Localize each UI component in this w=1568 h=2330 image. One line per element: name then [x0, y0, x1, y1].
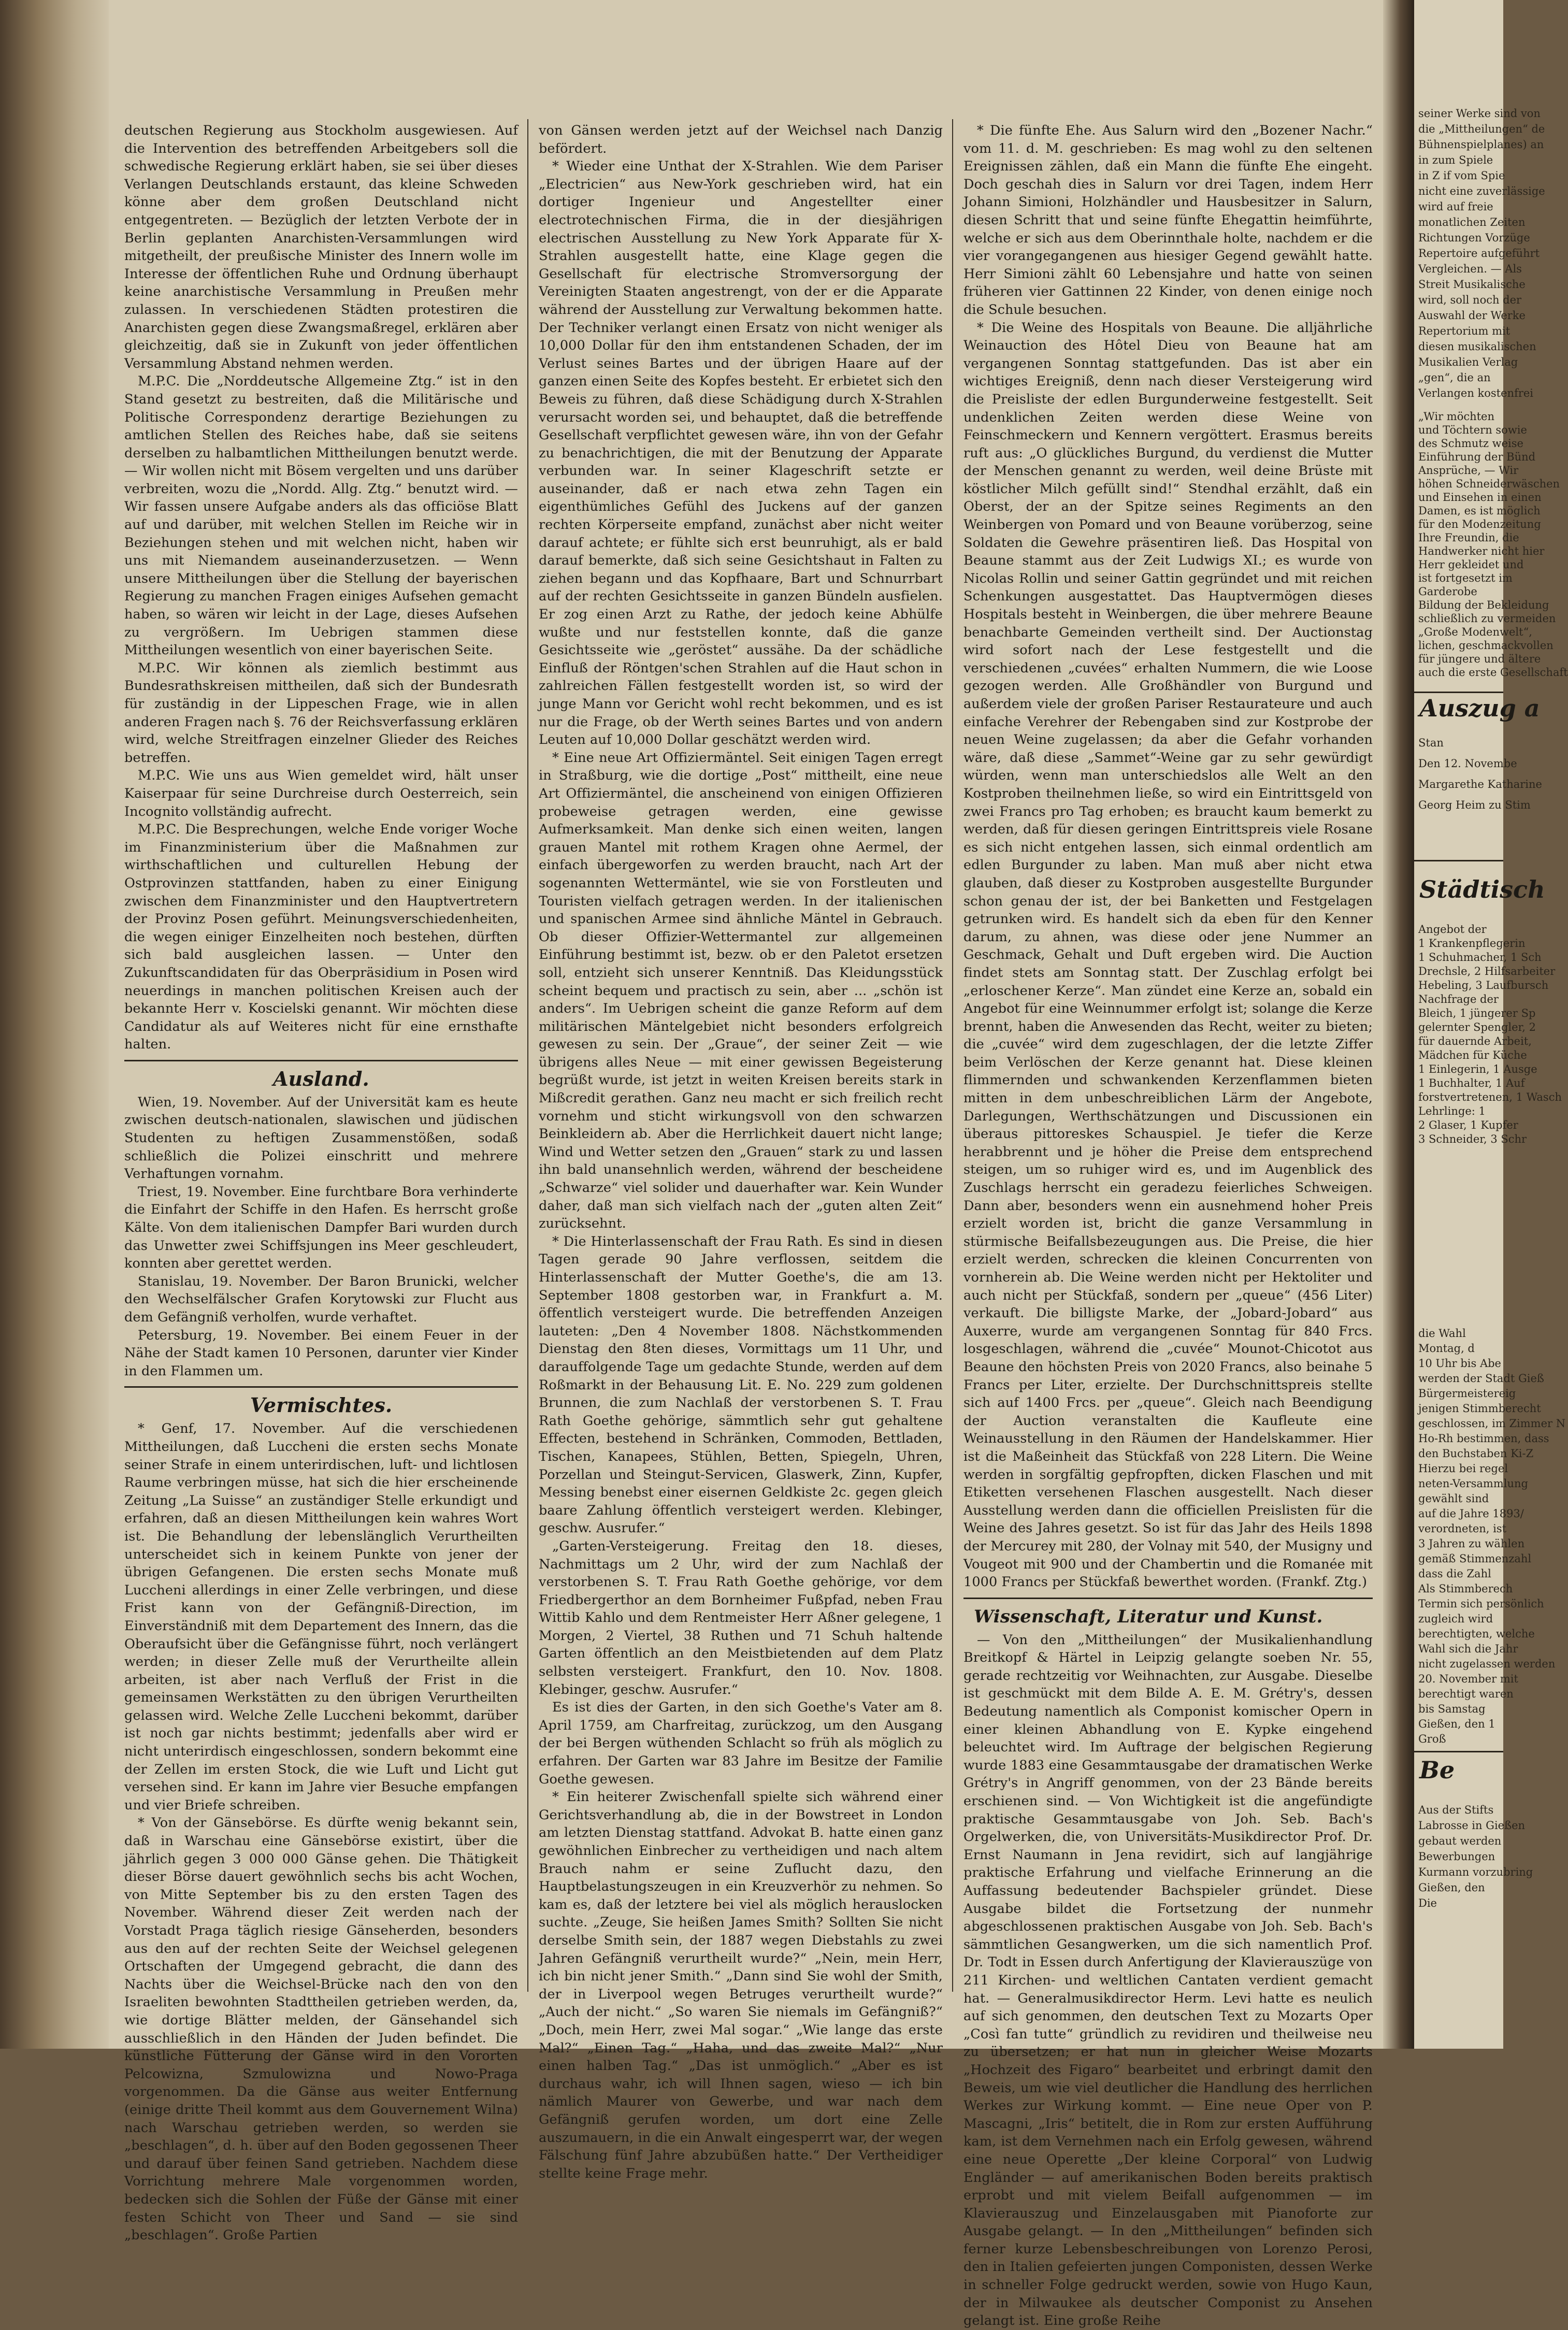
strip-line: Richtungen Vorzüge [1418, 232, 1530, 244]
strip-line: die Wahl [1418, 1327, 1466, 1340]
strip-line: Garderobe [1418, 585, 1477, 598]
news-item: Wien, 19. November. Auf der Universität kam es heute zwischen deutsch-nationalen, slawischen und jüdischen Studenten zu heftigen Zusammenstößen, sodaß schließlich die Polizei einschritt und mehrere Verhaftungen vornahm. [124, 1094, 518, 1182]
strip-line: geschlossen, im Zimmer N [1418, 1417, 1566, 1430]
strip-line: Einführung der Bünd [1418, 451, 1536, 463]
strip-line: Repertorium mit [1418, 325, 1511, 337]
column-rule-1 [527, 119, 528, 1992]
strip-line: ist fortgesetzt im [1418, 572, 1513, 584]
column-1 [124, 122, 518, 2243]
column-3 [963, 122, 1373, 2329]
article-paragraph: — Von den „Mittheilungen“ der Musikalienhandlung Breitkopf & Härtel in Leipzig gelangte soeben Nr. 55, gerade rechtzeitig vor Weihnachten, zur Ausgabe. Dieselbe ist geschmückt mit dem Bilde A. E. M. Grétry's, dessen Bedeutung namentlich als Componist komischer Opern in einer kleinen Abhandlung von E. Kypke eingehend beleuchtet wird. Im Auftrage der belgischen Regierung wurde 1883 eine Gesammtausgabe der dramatischen Werke Grétry's in Angriff genommen, von der 23 Bände bereits erschienen sind. — Von Wichtigkeit ist die angefündigte praktische Gesammtausgabe von Joh. Seb. Bach's Orgelwerken, die, von Universitäts-Musikdirector Prof. Dr. Ernst Naumann in Jena revidirt, sich auf langjährige praktische Erfahrung und vielfache Erinnerung an die Auffassung bedeutender Bachspieler gründet. Diese Ausgabe bildet die Fortsetzung der nunmehr abgeschlossenen praktischen Ausgabe von Joh. Seb. Bach's sämmtlichen Gesangwerken, um die sich namentlich Prof. Dr. Todt in Essen durch Anfertigung der Klavierauszüge von 211 Kirchen- und weltlichen Cantaten verdient gemacht hat. — Generalmusikdirector Herm. Levi hatte es neulich auf sich genommen, den deutschen Text zu Mozarts Oper „Così fan tutte“ gründlich zu revidiren und theilweise neu zu übersetzen; er hat nun in gleicher Weise Mozarts „Hochzeit des Figaro“ bearbeitet und erbringt damit den Beweis, um wie viel deutlicher die Handlung des herrlichen Werkes zur Wirkung kommt. — Eine neue Oper von P. Mascagni, „Iris“ betitelt, die in Rom zur ersten Aufführung kam, ist dem Vernehmen nach ein Erfolg gewesen, während eine neue Operette „Der kleine Corporal“ von Ludwig Engländer — auf amerikanischen Boden bereits praktisch erprobt und mit vielem Beifall aufgenommen — im Klavierauszug und Einzelausgaben mit Pianoforte zur Ausgabe gelangt. — In den „Mittheilungen“ befinden sich ferner kurze Lebensbeschreibungen von Lorenzo Perosi, den in Italien gefeierten jungen Componisten, dessen Werke in schneller Folge gedruckt werden, sowie von Hugo Kaun, der in Milwaukee als deutscher Componist zu Ansehen gelangt ist. Eine große Reihe [963, 1632, 1373, 2329]
strip-heading-staedtisch: Städtisch [1419, 875, 1545, 903]
article-paragraph: M.P.C. Die „Norddeutsche Allgemeine Ztg.“ ist in den Stand gesetzt zu bestreiten, daß die Militärische und Politische Correspondenz derartige Beziehungen zu amtlichen Stellen des Reiches habe, daß sie seitens derselben zu halbamtlichen Mittheilungen benutzt werde. — Wir wollen nicht mit Bösem vergelten und uns darüber verbreiten, wozu die „Nordd. Allg. Ztg.“ benutzt wird. — Wir fassen unsere Aufgabe anders als das officiöse Blatt auf und darüber, mit welchen Stellen im Reiche wir in Beziehungen stehen und mit welchen nicht, haben wir uns mit Niemandem auseinanderzusetzen. — Wenn unsere Mittheilungen über die Stellung der bayerischen Regierung zu manchen Fragen einiges Aufsehen gemacht haben, so wären wir leicht in der Lage, dieses Aufsehen zu vergrößern. Im Uebrigen stammen diese Mittheilungen wesentlich von einer bayerischen Seite. [124, 373, 518, 658]
strip-line: Herr gekleidet und [1418, 558, 1524, 571]
strip-line: 3 Jahren zu wählen [1418, 1537, 1525, 1550]
section-heading-wissenschaft: Wissenschaft, Literatur und Kunst. [963, 1598, 1373, 1631]
strip-line: und Einsehen in einen [1418, 491, 1542, 504]
strip-line: Mädchen für Küche [1418, 1049, 1527, 1061]
column-2 [539, 122, 943, 2181]
strip-line: diesen musikalischen [1418, 340, 1536, 353]
strip-line: Groß [1418, 1733, 1446, 1745]
strip-line: höhen Schneiderwäschen [1418, 478, 1560, 490]
strip-line: Margarethe Katharine [1418, 778, 1542, 790]
strip-line: Damen, es ist möglich [1418, 505, 1541, 517]
strip-line: Wahl sich die Jahr [1418, 1643, 1518, 1655]
page-edge-shadow [0, 0, 109, 2049]
strip-line: „Wir möchten [1418, 410, 1495, 423]
strip-line: nicht zugelassen werden [1418, 1658, 1556, 1670]
strip-line: schließlich zu vermeiden [1418, 612, 1556, 625]
strip-line: 2 Glaser, 1 Kupfer [1418, 1119, 1518, 1131]
strip-line: lichen, geschmackvollen [1418, 639, 1553, 652]
strip-line: seiner Werke sind von [1418, 107, 1541, 120]
strip-line: Als Stimmberech [1418, 1583, 1513, 1595]
strip-line: für dauernde Arbeit, [1418, 1035, 1532, 1047]
strip-line: verordneten, ist [1418, 1522, 1507, 1535]
strip-line: Bürgermeistereig [1418, 1387, 1516, 1400]
strip-line: Hebeling, 3 Laufbursch [1418, 979, 1549, 991]
news-item: Triest, 19. November. Eine furchtbare Bora verhinderte die Einfahrt der Schiffe in den Hafen. Es herrscht große Kälte. Von dem italienischen Dampfer Bari wurden durch das Unwetter zwei Schiffsjungen ins Meer geschleudert, konnten aber gerettet werden. [124, 1184, 518, 1272]
strip-line: berechtigten, welche [1418, 1628, 1535, 1640]
strip-line: Auswahl der Werke [1418, 309, 1526, 322]
strip-line: 10 Uhr bis Abe [1418, 1357, 1501, 1370]
strip-line: Bühnenspielplanes) an [1418, 138, 1544, 151]
strip-line: Gießen, den 1 [1418, 1718, 1495, 1730]
strip-line: Bildung der Bekleidung [1418, 599, 1549, 611]
strip-line: wird auf freie [1418, 200, 1493, 213]
strip-line: Montag, d [1418, 1342, 1475, 1355]
strip-line: des Schmutz weise [1418, 437, 1523, 450]
binding-gutter [1383, 0, 1414, 2049]
strip-heading-auszug: Auszug a [1419, 694, 1540, 722]
article-paragraph: deutschen Regierung aus Stockholm ausgewiesen. Auf die Intervention des betreffenden Arbeitgebers soll die schwedische Regierung erklärt haben, sie sei über dieses Verlangen Deutschlands erstaunt, das kleine Schweden könne aber dem großen Deutschland nicht entgegentreten. — Bezüglich der letzten Verbote der in Berlin geplanten Anarchisten-Versammlungen wird mitgetheilt, der preußische Minister des Innern wolle im Interesse der öffentlichen Ruhe und Ordnung überhaupt keine anarchistische Versammlung in Preußen mehr zulassen. In verschiedenen Städten protestiren die Anarchisten gegen diese Zwangsmaßregel, erklären aber gleichzeitig, daß sie in Zukunft von jeder öffentlichen Versammlung Abstand nehmen werden. [124, 123, 518, 371]
news-item: Stanislau, 19. November. Der Baron Brunicki, welcher den Wechselfälscher Grafen Korytowski zur Flucht aus dem Gefängniß verholfen, wurde verhaftet. [124, 1273, 518, 1325]
strip-line: gebaut werden [1418, 1835, 1502, 1847]
column-rule-2 [952, 119, 953, 1992]
facing-page-strip [1414, 0, 1568, 2049]
strip-rule [1414, 860, 1503, 861]
strip-line: in Z if vom Spie [1418, 169, 1505, 182]
strip-line: Repertoire aufgeführt [1418, 247, 1540, 260]
article-paragraph: * Ein heiterer Zwischenfall spielte sich während einer Gerichtsverhandlung ab, die in der Bowstreet in London am letzten Dienstag stattfand. Advokat B. hatte einen ganz gewöhnlichen Einbrecher zu vertheidigen und nach altem Brauch nahm er seine Zuflucht dazu, den Hauptbelastungszeugen in ein Kreuzverhör zu nehmen. So kam es, daß der letztere bei viel als möglich herauslocken suchte. „Zeuge, Sie heißen James Smith? Sollten Sie nicht derselbe Smith sein, der 1887 wegen Diebstahls zu zwei Jahren Gefängniß verurtheilt wurde?“ „Nein, mein Herr, ich bin nicht jener Smith.“ „Dann sind Sie wohl der Smith, der in Liverpool wegen Betruges verurtheilt wurde?“ „Auch der nicht.“ „So waren Sie niemals im Gefängniß?“ „Doch, mein Herr, zwei Mal sogar.“ „Wie lange das erste Mal?“ „Einen Tag.“ „Haha, und das zweite Mal?“ „Nur einen halben Tag.“ „Das ist unmöglich.“ „Aber es ist durchaus wahr, ich will Ihnen sagen, wieso — ich bin nämlich Maurer von Gewerbe, und war nach dem Gefängniß gerufen worden, um dort eine Zelle auszumauern, in die ein Anwalt eingesperrt war, der wegen Fälschung fünf Jahre abzubüßen hatte.“ Der Vertheidiger stellte keine Frage mehr. [539, 1789, 943, 2181]
strip-line: jenigen Stimmberecht [1418, 1402, 1541, 1415]
strip-line: zugleich wird [1418, 1613, 1493, 1625]
article-paragraph: M.P.C. Wie uns aus Wien gemeldet wird, hält unser Kaiserpaar für seine Durchreise durch Oesterreich, sein Incognito vollständig aufrecht. [124, 768, 518, 819]
strip-line: 1 Schuhmacher, 1 Sch [1418, 951, 1542, 963]
strip-line: Aus der Stifts [1418, 1804, 1494, 1816]
strip-line: Lehrlinge: 1 [1418, 1105, 1486, 1117]
strip-line: Stan [1418, 737, 1444, 749]
strip-line: Bleich, 1 jüngerer Sp [1418, 1007, 1536, 1019]
article-paragraph: * Die fünfte Ehe. Aus Salurn wird den „Bozener Nachr.“ vom 11. d. M. geschrieben: Es mag wohl zu den seltenen Ereignissen zählen, daß ein Mann die fünfte Ehe eingeht. Doch geschah dies in Salurn vor drei Tagen, indem Herr Johann Simioni, Holzhändler und Hausbesitzer in Salurn, diesen Schritt that und seine fünfte Ehegattin heimführte, welche er sich aus dem Oberinnthale holte, nachdem er die vier vorangegangenen aus hiesiger Gegend gewählt hatte. Herr Simioni zählt 60 Lebensjahre und hatte von seinen früheren vier Gattinnen 22 Kinder, von denen einige noch die Schule besuchen. [963, 123, 1373, 318]
article-paragraph: von Gänsen werden jetzt auf der Weichsel nach Danzig befördert. [539, 123, 943, 156]
strip-line: „Große Modenwelt“, [1418, 626, 1532, 638]
strip-line: bis Samstag [1418, 1703, 1486, 1715]
article-paragraph: M.P.C. Die Besprechungen, welche Ende voriger Woche im Finanzministerium über die Maßnahmen zur wirthschaftlichen und culturellen Hebung der Ostprovinzen stattfanden, haben zu einer Einigung zwischen dem Finanzminister und den Hauptvertretern der Provinz Posen geführt. Meinungsverschiedenheiten, die wegen einiger Einzelheiten noch bestehen, dürften sich bald ausgleichen lassen. — Unter den Zukunftscandidaten für das Oberpräsidium in Posen wird neuerdings in manchen politischen Kreisen auch der bekannte Herr v. Koscielski genannt. Wir möchten diese Candidatur als auf Weiteres nicht für eine ernsthafte halten. [124, 822, 518, 1053]
strip-line: Den 12. Novembe [1418, 757, 1517, 770]
strip-line: Musikalien Verlag [1418, 356, 1518, 368]
strip-line: berechtigt waren [1418, 1688, 1514, 1700]
article-paragraph: * Von der Gänsebörse. Es dürfte wenig bekannt sein, daß in Warschau eine Gänsebörse existirt, über die jährlich gegen 3 000 000 Gänse gehen. Die Thätigkeit dieser Börse dauert gewöhnlich sechs bis acht Wochen, von Mitte September bis zu den ersten Tagen des November. Während dieser Zeit werden nach der Vorstadt Praga täglich riesige Gänseherden, besonders aus den auf der rechten Seite der Weichsel gelegenen Ortschaften der Umgegend gebracht, die dann des Nachts über die Weichsel-Brücke nach den von den Israeliten bewohnten Stadttheilen getrieben werden, da, wie dortige Blätter melden, der Gänsehandel sich ausschließlich in den Händen der Juden befindet. Die künstliche Fütterung der Gänse wird in den Vororten Pelcowizna, Szmulowizna und Nowo-Praga vorgenommen. Da die Gänse aus weiter Entfernung (einige dritte Theil kommt aus dem Gouvernement Wilna) nach Warschau getrieben werden, so werden sie „beschlagen“, d. h. über auf den Boden gegossenen Theer und darauf über feinen Sand getrieben. Nachdem diese Vorrichtung mehrere Male vorgenommen worden, bedecken sich die Sohlen der Füße der Gänse mit einer festen Schicht von Theer und Sand — sie sind „beschlagen“. Große Partien [124, 1815, 518, 2243]
strip-line: Kurmann vorzubring [1418, 1866, 1533, 1878]
strip-line: Bewerbungen [1418, 1850, 1495, 1863]
section-heading-vermischtes: Vermischtes. [124, 1386, 518, 1420]
strip-line: gelernter Spengler, 2 [1418, 1021, 1536, 1033]
section-heading-ausland: Ausland. [124, 1060, 518, 1094]
strip-line: Ihre Freundin, die [1418, 531, 1519, 544]
strip-line: gemäß Stimmenzahl [1418, 1552, 1532, 1565]
strip-line: Handwerker nicht hier [1418, 545, 1545, 557]
strip-line: dass die Zahl [1418, 1567, 1491, 1580]
strip-line: nicht eine zuverlässige [1418, 185, 1545, 197]
strip-line: 1 Krankenpflegerin [1418, 937, 1526, 950]
article-paragraph: * Die Hinterlassenschaft der Frau Rath. Es sind in diesen Tagen gerade 90 Jahre verflossen, seitdem die Hinterlassenschaft der Mutter Goethe's, die am 13. September 1808 gestorben war, in Frankfurt a. M. öffentlich versteigert wurde. Die betreffenden Anzeigen lauteten: „Den 4 November 1808. Nächstkommenden Dienstag den 8ten dieses, Vormittags um 11 Uhr, und darauffolgende Tage um gedachte Stunde, werden auf dem Roßmarkt in der Behausung Lit. E. No. 229 zum goldenen Brunnen, die zum Nachlaß der verstorbenen S. T. Frau Rath Goethe gehörige, sämmtlich sehr gut gehaltene Effecten, bestehend in Schränken, Commoden, Bettladen, Tischen, Kanapees, Stühlen, Betten, Spiegeln, Uhren, Porzellan und Steingut-Servicen, Glaswerk, Zinn, Kupfer, Messing benebst einer eisernen Geldkiste 2c. gegen gleich baare Zahlung öffentlich versteigert werden. Klebinger, geschw. Ausrufer.“ [539, 1233, 943, 1536]
article-paragraph: * Die Weine des Hospitals von Beaune. Die alljährliche Weinauction des Hôtel Dieu von Beaune hat am vergangenen Sonntag stattgefunden. Das ist aber ein wichtiges Ereigniß, denn nach dieser Versteigerung wird die Preisliste der edlen Burgunderweine festgestellt. Seit undenklichen Zeiten werden diese Weine von Feinschmeckern und Kennern vergöttert. Erasmus bereits ruft aus: „O glückliches Burgund, du verdienst die Mutter der Menschen genannt zu werden, weil deine Brüste mit köstlicher Milch gefüllt sind!“ Stendhal erzählt, daß ein Oberst, der an der Spitze seines Regiments an den Weinbergen von Pomard und von Beaune vorüberzog, seine Soldaten die Gewehre präsentiren ließ. Das Hospital von Beaune stammt aus der Zeit Ludwigs XI.; es wurde von Nicolas Rollin und seiner Gattin gegründet und mit reichen Schenkungen ausgestattet. Das Hauptvermögen dieses Hospitals besteht in Weinbergen, die über mehrere Beaune benachbarte Gemeinden vertheilt sind. Der Auctionstag wird sofort nach der Lese festgestellt und die verschiedenen „cuvées“ erhalten Nummern, die wie Loose gezogen werden. Alle Großhändler von Burgund und außerdem viele der großen Pariser Restaurateure und auch einfache Verehrer der Rebengaben sind zur Kostprobe der neuen Weine zugelassen; da aber die Gefahr vorhanden wäre, daß diese „Sammet“-Weine gar zu sehr gewürdigt würden, wenn man unterschiedslos alle Welt an den Kostproben theilnehmen ließe, so wird ein Eintrittsgeld von zwei Francs pro Tag erhoben; es braucht kaum bemerkt zu werden, daß für diesen geringen Eintrittspreis viele Rosane es sich nicht entgehen lassen, sich einmal ordentlich am edlen Burgunder zu laben. Man muß aber nicht etwa glauben, daß dieser zu Kostproben ausgestellte Burgunder schon genau der ist, der bei Banketten und Festgelagen getrunken wird. Es handelt sich da eben für den Kenner darum, zu ahnen, was diese oder jene Nummer an Geschmack, Gehalt und Duft ergeben wird. Die Auction findet stets am Sonntag statt. Der Zuschlag erfolgt bei „erloschener Kerze“. Man zündet eine Kerze an, sobald ein Angebot für eine Weinnummer erfolgt ist; solange die Kerze brennt, haben die Anwesenden das Recht, weiter zu bieten; die „cuvée“ wird dem zugeschlagen, der die letzte Ziffer beim Verlöschen der Kerze genannt hat. Diese kleinen flimmernden und schwankenden Kerzenflammen bieten mitten in dem unbeschreiblichen Lärm der Angebote, Darlegungen, Werthschätzungen und Discussionen ein überaus pittoreskes Schauspiel. Je tiefer die Kerze herabbrennt und je höher die Preise dem entsprechend steigen, um so ruhiger wird es, und im Augenblick des Zuschlags herrscht ein geradezu feierliches Schweigen. Dann aber, besonders wenn ein ausnehmend hoher Preis erzielt worden ist, bricht die ganze Versammlung in stürmische Beifallsbezeugungen aus. Die Preise, die hier erzielt werden, schrecken die kleinen Concurrenten von vornherein ab. Die Weine werden nicht per Hektoliter und auch nicht per Stückfaß, sondern per „queue“ (456 Liter) verkauft. Die billigste Marke, der „Jobard-Jobard“ aus Auxerre, wurde am vergangenen Sonntag für 840 Frcs. losgeschlagen, während die „cuvée“ Mounot-Chicotot aus Beaune den höchsten Preis von 2020 Francs, also beinahe 5 Francs per Liter, erzielte. Der Durchschnittspreis stellte sich auf 1400 Frcs. per „queue“. Gleich nach Beendigung der Auction veranstalten die Kaufleute eine Weinausstellung in den Räumen der Handelskammer. Hier ist die Maßeinheit das Stückfaß von 228 Litern. Die Weine werden in sorgfältig gepfropften, dicken Flaschen und mit Etiketten versehenen Flaschen ausgestellt. Nach dieser Ausstellung werden dann die officiellen Preislisten für die Weine des Jahres gesetzt. So ist für das Jahr des Heils 1898 der Mercurey mit 280, der Volnay mit 540, der Musigny und Vougeot mit 900 und der Chambertin und die Romanée mit 1000 Francs per Stückfaß bewerthet worden. (Frankf. Ztg.) [963, 320, 1373, 1590]
strip-line: 1 Buchhalter, 1 Auf [1418, 1077, 1525, 1089]
article-paragraph: * Eine neue Art Offiziermäntel. Seit einigen Tagen erregt in Straßburg, wie die dortige „Post“ mittheilt, eine neue Art Offiziermäntel, die anscheinend von einigen Offizieren probeweise getragen werden, eine gewisse Aufmerksamkeit. Man denke sich einen weiten, langen grauen Mantel mit rothem Kragen ohne Aermel, der einfach übergeworfen zu werden braucht, nach Art der sogenannten Wettermäntel, wie sie von Forstleuten und Touristen vielfach getragen werden. In der italienischen und spanischen Armee sind ähnliche Mäntel in Gebrauch. Ob dieser Offizier-Wettermantel zur allgemeinen Einführung bestimmt ist, bezw. ob er den Paletot ersetzen soll, entzieht sich unserer Kenntniß. Das Kleidungsstück scheint bequem und practisch zu sein, aber ... „schön ist anders“. Im Uebrigen scheint die ganze Reform auf dem militärischen Mäntelgebiet nicht besonders erfolgreich gewesen zu sein. Der „Graue“, der seiner Zeit — wie übrigens alles Neue — mit einer gewissen Begeisterung begrüßt wurde, ist jetzt in weiten Kreisen bereits stark in Mißcredit gerathen. Ganz neu macht er sich freilich recht vornehm und sticht wirkungsvoll von den schwarzen Beinkleidern ab. Aber die Herrlichkeit dauert nicht lange; Wind und Wetter setzen den „Grauen“ stark zu und lassen ihn bald unansehnlich werden, während der bescheidene „Schwarze“ viel solider und dauerhafter war. Kein Wunder daher, daß man sich vielfach nach der „guten alten Zeit“ zurücksehnt. [539, 750, 943, 1232]
strip-line: wird, soll noch der [1418, 294, 1522, 306]
strip-line: Streit Musikalische [1418, 278, 1526, 291]
strip-line: die „Mittheilungen“ de [1418, 123, 1545, 135]
strip-line: Die [1418, 1897, 1437, 1909]
article-paragraph: „Garten-Versteigerung. Freitag den 18. dieses, Nachmittags um 2 Uhr, wird der zum Nachlaß der verstorbenen S. T. Frau Rath Goethe gehörige, vor dem Friedbergerthor an dem Bornheimer Fußpfad, neben Frau Wittib Kahlo und dem Rentmeister Herr Aßner gelegene, 1 Morgen, 2 Viertel, 38 Ruthen und 71 Schuh haltende Garten öffentlich an den Meistbietenden auf dem Platz selbsten versteigert. Frankfurt, den 10. Nov. 1808. Klebinger, geschw. Ausrufer.“ [539, 1538, 943, 1698]
strip-line: Vergleichen. — Als [1418, 263, 1522, 275]
strip-line: auch die erste Gesellschaft [1418, 666, 1568, 679]
strip-rule [1414, 1751, 1503, 1752]
strip-line: Ansprüche, — Wir [1418, 464, 1519, 477]
strip-line: Hierzu bei regel [1418, 1462, 1508, 1475]
strip-line: neten-Versammlung [1418, 1477, 1528, 1490]
strip-rule [1414, 692, 1503, 693]
news-item: Petersburg, 19. November. Bei einem Feuer in der Nähe der Stadt kamen 10 Personen, darunter vier Kinder in den Flammen um. [124, 1327, 518, 1379]
strip-line: und Töchtern sowie [1418, 424, 1527, 436]
strip-line: für jüngere und ältere [1418, 653, 1541, 665]
strip-line: monatlichen Zeiten [1418, 216, 1526, 228]
article-paragraph: Es ist dies der Garten, in den sich Goethe's Vater am 8. April 1759, am Charfreitag, zurückzog, um den Ausgang der bei Bergen wüthenden Schlacht so früh als möglich zu erfahren. Der Garten war 83 Jahre im Besitze der Familie Goethe gewesen. [539, 1700, 943, 1787]
strip-line: Nachfrage der [1418, 993, 1499, 1005]
strip-line: den Buchstaben Ki-Z [1418, 1447, 1534, 1460]
strip-line: Verlangen kostenfrei [1418, 387, 1534, 399]
strip-line: Termin sich persönlich [1418, 1598, 1544, 1610]
strip-line: auf die Jahre 1893/ [1418, 1507, 1524, 1520]
strip-line: forstvertretenen, 1 Wasch [1418, 1091, 1562, 1103]
strip-line: für den Modenzeitung [1418, 518, 1541, 530]
strip-line: Gießen, den [1418, 1881, 1485, 1894]
strip-line: Drechsle, 2 Hilfsarbeiter [1418, 965, 1556, 977]
strip-line: werden der Stadt Gieß [1418, 1372, 1544, 1385]
strip-heading-be: Be [1419, 1756, 1455, 1784]
strip-line: Angebot der [1418, 923, 1487, 936]
strip-line: in zum Spiele [1418, 154, 1493, 166]
strip-line: Labrosse in Gießen [1418, 1819, 1526, 1832]
strip-line: 20. November mit [1418, 1673, 1518, 1685]
strip-line: gewählt sind [1418, 1492, 1489, 1505]
strip-line: „gen“, die an [1418, 371, 1491, 384]
strip-line: Ho-Rh bestimmen, dass [1418, 1432, 1549, 1445]
article-paragraph: M.P.C. Wir können als ziemlich bestimmt aus Bundesrathskreisen mittheilen, daß sich der Bundesrath für zuständig in der Lippeschen Frage, wie in allen anderen Fragen nach §. 76 der Reichsverfassung erklären wird, welche Streitfragen einzelner Glieder des Reiches betreffen. [124, 660, 518, 766]
strip-line: 3 Schneider, 3 Schr [1418, 1133, 1527, 1145]
strip-line: Georg Heim zu Stim [1418, 799, 1531, 811]
article-paragraph: * Genf, 17. November. Auf die verschiedenen Mittheilungen, daß Luccheni die ersten sechs Monate seiner Strafe in einem unterirdischen, luft- und lichtlosen Raume verbringen müsse, hat sich die hier erscheinende Zeitung „La Suisse“ an zuständiger Stelle erkundigt und erfahren, daß an diesen Mittheilungen kein wahres Wort ist. Die Behandlung der lebenslänglich Verurtheilten unterscheidet sich in keinem Punkte von jener der übrigen Gefangenen. Die ersten sechs Monate muß Luccheni allerdings in einer Zelle verbringen, und diese Frist kann von der Gefängniß-Direction, im Einverständniß mit dem Departement des Innern, das die Oberaufsicht über die Gefängnisse führt, noch verlängert werden; in dieser Zelle muß der Verurtheilte allein arbeiten, ist aber nach Verfluß der Frist in die gemeinsamen Werkstätten zu den übrigen Verurtheilten gelassen wird. Welche Zelle Luccheni bekommt, darüber ist noch gar nichts bestimmt; jedenfalls aber wird er nicht unterirdisch eingeschlossen, sondern bekommt eine der Zellen im ersten Stock, die wie Luft und Licht gut versehen sind. Er kann im Jahre vier Besuche empfangen und vier Briefe schreiben. [124, 1421, 518, 1813]
strip-line: 1 Einlegerin, 1 Ausge [1418, 1063, 1537, 1075]
article-paragraph: * Wieder eine Unthat der X-Strahlen. Wie dem Pariser „Electricien“ aus New-York geschrieben wird, hat ein dortiger Ingenieur und Angestellter einer electrotechnischen Firma, die in der diesjährigen electrischen Ausstellung zu New York Apparate für X-Strahlen ausgestellt hatte, eine Klage gegen die Gesellschaft für electrische Stromversorgung der Vereinigten Staaten angestrengt, von der er die Apparate während der Ausstellung zur Verwaltung bekommen hatte. Der Techniker verlangt einen Ersatz von nicht weniger als 10,000 Dollar für den ihm entstandenen Schaden, der im Verlust seines Bartes und der übrigen Haare auf der ganzen einen Seite des Kopfes besteht. Er erbietet sich den Beweis zu führen, daß diese Schädigung durch X-Strahlen verursacht worden sei, und behauptet, daß die betreffende Gesellschaft verpflichtet gewesen wäre, ihn von der Gefahr zu benachrichtigen, die mit der Benutzung der Apparate verbunden war. In seiner Klageschrift setzte er auseinander, daß er nach etwa zehn Tagen ein eigenthümliches Gefühl des Juckens auf der ganzen rechten Körperseite empfand, zunächst aber nicht weiter darauf achtete; er fühlte sich erst beunruhigt, als er bald darauf bemerkte, daß sich seine Gesichtshaut in Falten zu ziehen begann und das Kopfhaare, Bart und Schnurrbart auf der rechten Gesichtsseite in ganzen Bündeln ausfielen. Er zog einen Arzt zu Rathe, der jedoch keine Abhülfe wußte und nur feststellen konnte, daß die ganze Gesichtsseite wie „geröstet“ aussähe. Da der schädliche Einfluß der Röntgen'schen Strahlen auf die Haut schon in zahlreichen Fällen festgestellt worden ist, so wird der junge Mann vor Gericht wohl recht bekommen, und es ist nur die Frage, ob der Werth seines Bartes und von andern Leuten auf 10,000 Dollar geschätzt werden wird. [539, 159, 943, 748]
